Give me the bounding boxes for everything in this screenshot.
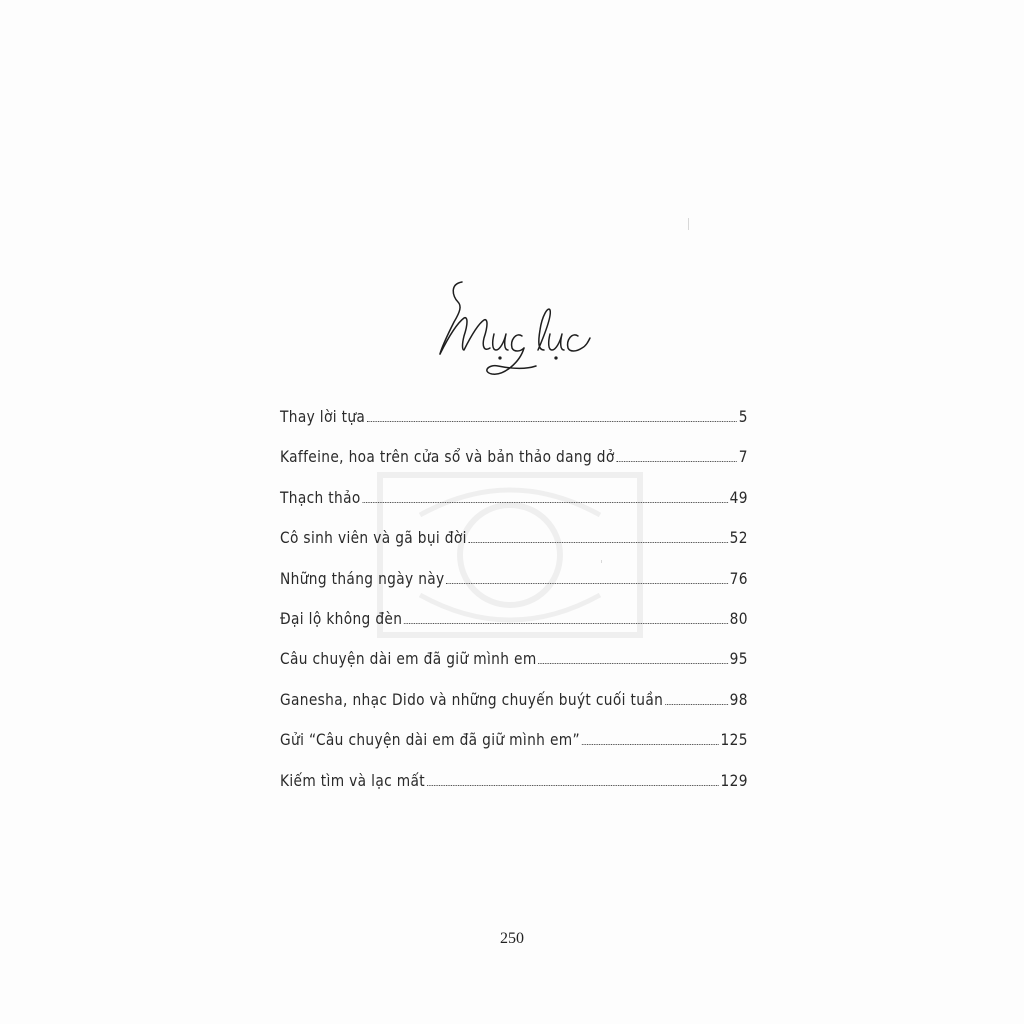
toc-entry[interactable] [280, 730, 748, 770]
toc-entry[interactable] [280, 609, 748, 649]
toc-entry[interactable] [280, 528, 748, 568]
toc-entry[interactable] [280, 690, 748, 730]
toc-entry-page: 5 [738, 407, 748, 426]
dot-leader [665, 704, 728, 705]
toc-entry-title: Ganesha, nhạc Dido và những chuyến buýt cuối tuần [280, 689, 664, 709]
toc-entry-title: Những tháng ngày này [280, 568, 445, 588]
dot-leader [616, 461, 737, 462]
table-of-contents [280, 407, 748, 811]
toc-entry-title: Thạch thảo [280, 487, 361, 507]
dot-leader [582, 744, 719, 745]
toc-entry-page: 95 [729, 649, 748, 669]
toc-entry-title: Cô sinh viên và gã bụi đời [280, 528, 467, 548]
page-number: 250 [500, 930, 524, 947]
dot-leader [469, 542, 728, 543]
toc-entry[interactable] [280, 569, 748, 609]
dot-leader [362, 502, 728, 503]
toc-entry[interactable] [280, 771, 748, 811]
dot-leader [427, 785, 719, 786]
toc-entry-page: 76 [729, 568, 748, 588]
toc-entry-title: Đại lộ không đèn [280, 608, 403, 628]
toc-entry-page: 129 [720, 770, 748, 790]
toc-entry-page: 52 [729, 528, 748, 548]
toc-entry-title: Câu chuyện dài em đã giữ mình em [280, 649, 537, 669]
toc-entry-page: 80 [729, 608, 748, 628]
page-title [432, 272, 602, 384]
dot-leader [538, 663, 728, 664]
toc-entry[interactable] [280, 649, 748, 689]
scan-speck [688, 218, 689, 230]
toc-entry-title: Kiếm tìm và lạc mất [280, 770, 426, 790]
dot-leader [446, 583, 728, 584]
toc-entry-page: 7 [738, 447, 748, 467]
toc-entry-page: 49 [729, 487, 748, 507]
toc-entry[interactable] [280, 407, 748, 447]
toc-entry-title: Thay lời tựa [280, 407, 366, 426]
script-title-lettering [432, 272, 602, 384]
dot-leader [404, 623, 728, 624]
toc-entry-title: Kaffeine, hoa trên cửa sổ và bản thảo dang dở [280, 447, 615, 467]
toc-entry-title: Gửi “Câu chuyện dài em đã giữ mình em” [280, 730, 580, 750]
toc-entry-page: 98 [729, 689, 748, 709]
toc-entry[interactable] [280, 447, 748, 487]
toc-entry[interactable] [280, 488, 748, 528]
dot-leader [367, 421, 737, 422]
toc-entry-page: 125 [720, 730, 748, 750]
